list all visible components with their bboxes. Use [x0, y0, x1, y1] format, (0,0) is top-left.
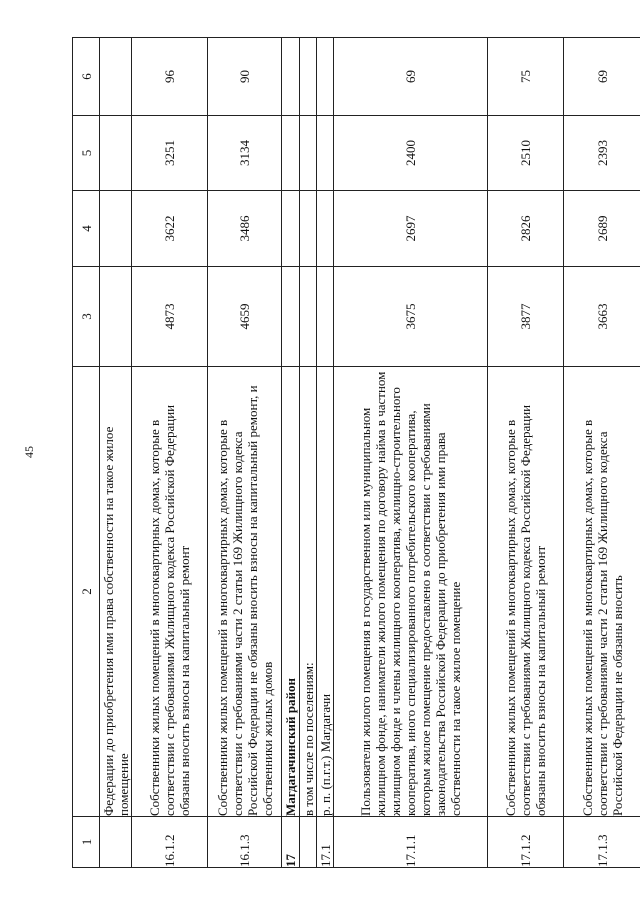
- row-code: 17: [282, 817, 300, 868]
- table-row: [100, 38, 132, 868]
- row-code: [100, 817, 132, 868]
- row-description: Собственники жилых помещений в многоквартирных домах, которые в соответствии с требованиями части 2 статьи 169 Жилищного кодекса Российской Федерации не обязаны вносить взносы на капитальный ремонт, и собственники жилых домов: [208, 367, 282, 817]
- header-cell: 4: [73, 191, 100, 267]
- header-cell: 2: [73, 367, 100, 817]
- row-value-col4: [300, 191, 317, 267]
- row-code: 17.1.1: [334, 817, 488, 868]
- table-row: [132, 38, 208, 868]
- header-cell: 3: [73, 267, 100, 367]
- row-value-col6: [300, 38, 317, 116]
- row-description: в том числе по поселениям:: [300, 367, 317, 817]
- row-value-col6: 75: [488, 38, 564, 116]
- header-cell: 1: [73, 817, 100, 868]
- row-value-col3: [317, 267, 334, 367]
- row-value-col3: 3877: [488, 267, 564, 367]
- row-description: р. п. (п.г.т.) Магдагачи: [317, 367, 334, 817]
- row-value-col3: 4873: [132, 267, 208, 367]
- row-value-col5: 3134: [208, 116, 282, 191]
- row-code: 16.1.3: [208, 817, 282, 868]
- row-value-col6: [282, 38, 300, 116]
- row-code: 17.1.2: [488, 817, 564, 868]
- row-value-col3: 3675: [334, 267, 488, 367]
- row-code: [300, 817, 317, 868]
- row-value-col3: 3663: [564, 267, 640, 367]
- row-description: Магдагачинский район: [282, 367, 300, 817]
- header-cell: 6: [73, 38, 100, 116]
- row-value-col3: [300, 267, 317, 367]
- row-value-col4: 2697: [334, 191, 488, 267]
- row-code: 17.1: [317, 817, 334, 868]
- row-value-col3: 4659: [208, 267, 282, 367]
- row-value-col5: [100, 116, 132, 191]
- row-value-col4: 3486: [208, 191, 282, 267]
- row-value-col5: [282, 116, 300, 191]
- table-row: [334, 38, 488, 868]
- table-row-region: [282, 38, 300, 868]
- row-value-col5: [317, 116, 334, 191]
- row-value-col4: [100, 191, 132, 267]
- row-value-col6: 96: [132, 38, 208, 116]
- row-description: Пользователи жилого помещения в государственном или муниципальном жилищном фонде, наниматели жилого помещения по договору найма в частном жилищном фонде и члены жилищного кооператива, жилищно-строительного кооператива, иного специализированного потребительского кооператива, которым жилое помещение предоставлено в соответствии с требованиями законодательства Российской Федерации до приобретения ими права собственности на такое жилое помещение: [334, 367, 488, 817]
- row-code: 16.1.2: [132, 817, 208, 868]
- row-code: 17.1.3: [564, 817, 640, 868]
- row-value-col5: 2393: [564, 116, 640, 191]
- row-description: Собственники жилых помещений в многоквартирных домах, которые в соответствии с требованиями Жилищного кодекса Российской Федерации обязаны вносить взносы на капитальный ремонт: [132, 367, 208, 817]
- tariff-table: [72, 37, 640, 868]
- table-row: [300, 38, 317, 868]
- row-value-col6: [317, 38, 334, 116]
- header-cell: 5: [73, 116, 100, 191]
- row-value-col5: 2510: [488, 116, 564, 191]
- row-description: Собственники жилых помещений в многоквартирных домах, которые в соответствии с требованиями Жилищного кодекса Российской Федерации обязаны вносить взносы на капитальный ремонт: [488, 367, 564, 817]
- row-value-col4: 2826: [488, 191, 564, 267]
- row-description: Собственники жилых помещений в многоквартирных домах, которые в соответствии с требованиями части 2 статьи 169 Жилищного кодекса Российской Федерации не обязаны вносить: [564, 367, 640, 817]
- row-value-col3: [100, 267, 132, 367]
- table-row: [564, 38, 640, 868]
- table-row: [208, 38, 282, 868]
- table-row: [488, 38, 564, 868]
- row-value-col6: 69: [334, 38, 488, 116]
- row-value-col4: 3622: [132, 191, 208, 267]
- row-description: Федерации до приобретения ими права собственности на такое жилое помещение: [100, 367, 132, 817]
- row-value-col6: 90: [208, 38, 282, 116]
- page-number: 45: [22, 446, 36, 458]
- row-value-col5: [300, 116, 317, 191]
- row-value-col4: 2689: [564, 191, 640, 267]
- row-value-col4: [282, 191, 300, 267]
- rotated-table-wrapper: [72, 38, 625, 868]
- row-value-col4: [317, 191, 334, 267]
- table-row: [317, 38, 334, 868]
- row-value-col5: 2400: [334, 116, 488, 191]
- row-value-col6: [100, 38, 132, 116]
- row-value-col6: 69: [564, 38, 640, 116]
- row-value-col3: [282, 267, 300, 367]
- table-header-row: [73, 38, 100, 868]
- row-value-col5: 3251: [132, 116, 208, 191]
